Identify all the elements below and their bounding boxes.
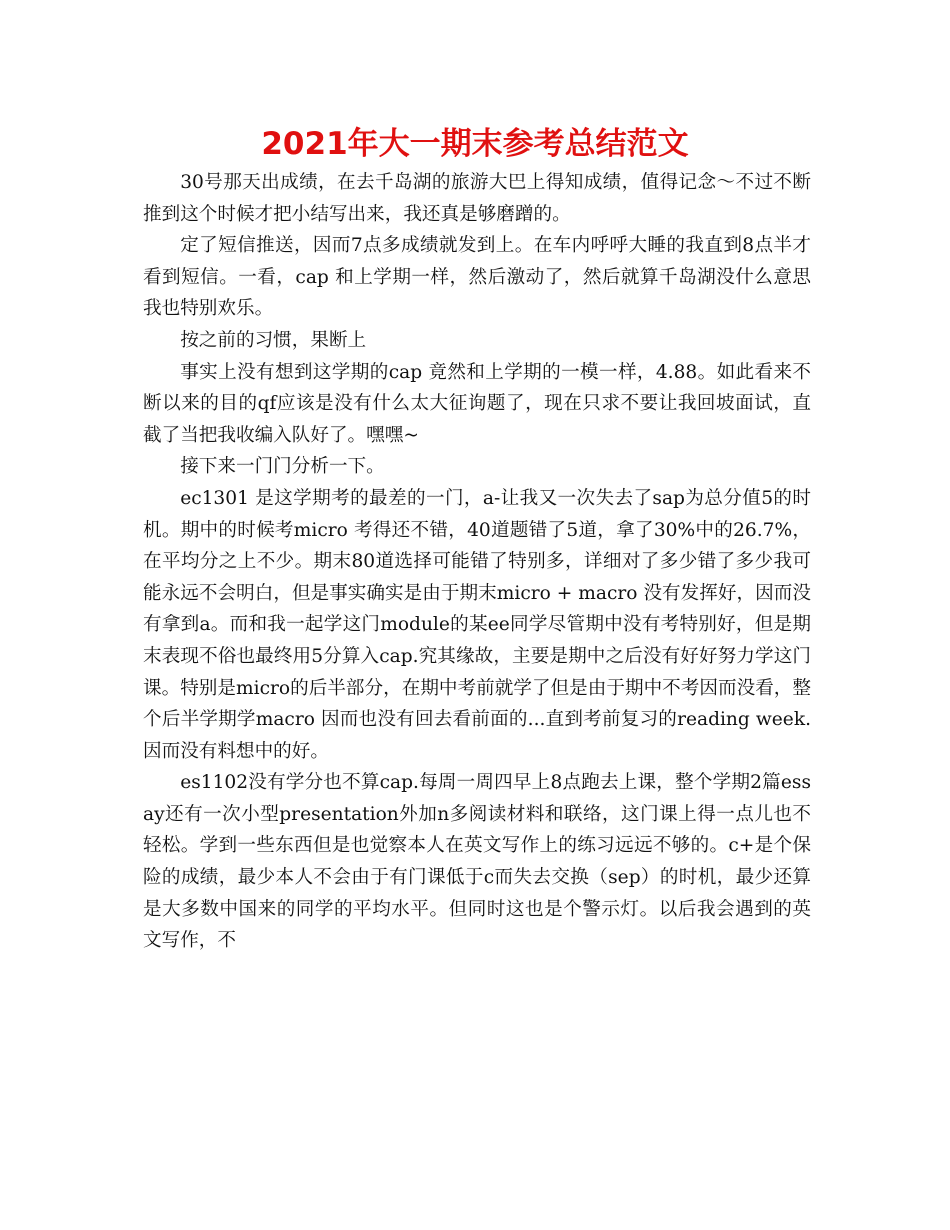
document-title: 2021年大一期末参考总结范文 xyxy=(261,126,689,162)
paragraph: 接下来一门门分析一下。 xyxy=(180,456,385,478)
paragraph: ec1301 是这学期考的最差的一门，a-让我又一次失去了sap为总分值5的时机。期中的时候考micro 考得还不错，40道题错了5道，拿了30%中的26.7%，在平均分之上不少。期末80道选择可能错了特别多，详细对了多少错了多少我可能永远不会明白，但是事实确实是由于期末micro + macro 没有发挥好，因而没有拿到a。而和我一起学这门module的某ee同学尽管期中没有考特别好，但是期末表现不俗也最终用5分算入cap.究其缘故，主要是期中之后没有好好努力学这门课。特别是micro的后半部分，在期中考前就学了但是由于期中不考因而没看，整个后半学期学macro 因而也没有回去看前面的...直到考前复习的reading week.因而没有料想中的好。 xyxy=(143,487,811,762)
paragraph: 按之前的习惯，果断上 xyxy=(180,329,367,351)
paragraph: 事实上没有想到这学期的cap 竟然和上学期的一模一样，4.88。如此看来不断以来的目的qf应该是没有什么太大征询题了，现在只求不要让我回坡面试，直截了当把我收编入队好了。嘿嘿~ xyxy=(143,361,811,446)
document-body xyxy=(143,167,811,957)
paragraph: es1102没有学分也不算cap.每周一周四早上8点跑去上课，整个学期2篇essay还有一次小型presentation外加n多阅读材料和联络，这门课上得一点儿也不轻松。学到一些东西但是也觉察本人在英文写作上的练习远远不够的。c+是个保险的成绩，最少本人不会由于有门课低于c而失去交换（sep）的时机，最少还算是大多数中国来的同学的平均水平。但同时这也是个警示灯。以后我会遇到的英文写作，不 xyxy=(143,772,811,952)
paragraph: 30号那天出成绩，在去千岛湖的旅游大巴上得知成绩，值得记念～不过不断推到这个时候才把小结写出来，我还真是够磨蹭的。 xyxy=(143,172,811,225)
paragraph: 定了短信推送，因而7点多成绩就发到上。在车内呼呼大睡的我直到8点半才看到短信。一看，cap 和上学期一样，然后激动了，然后就算千岛湖没什么意思我也特别欢乐。 xyxy=(143,235,811,320)
